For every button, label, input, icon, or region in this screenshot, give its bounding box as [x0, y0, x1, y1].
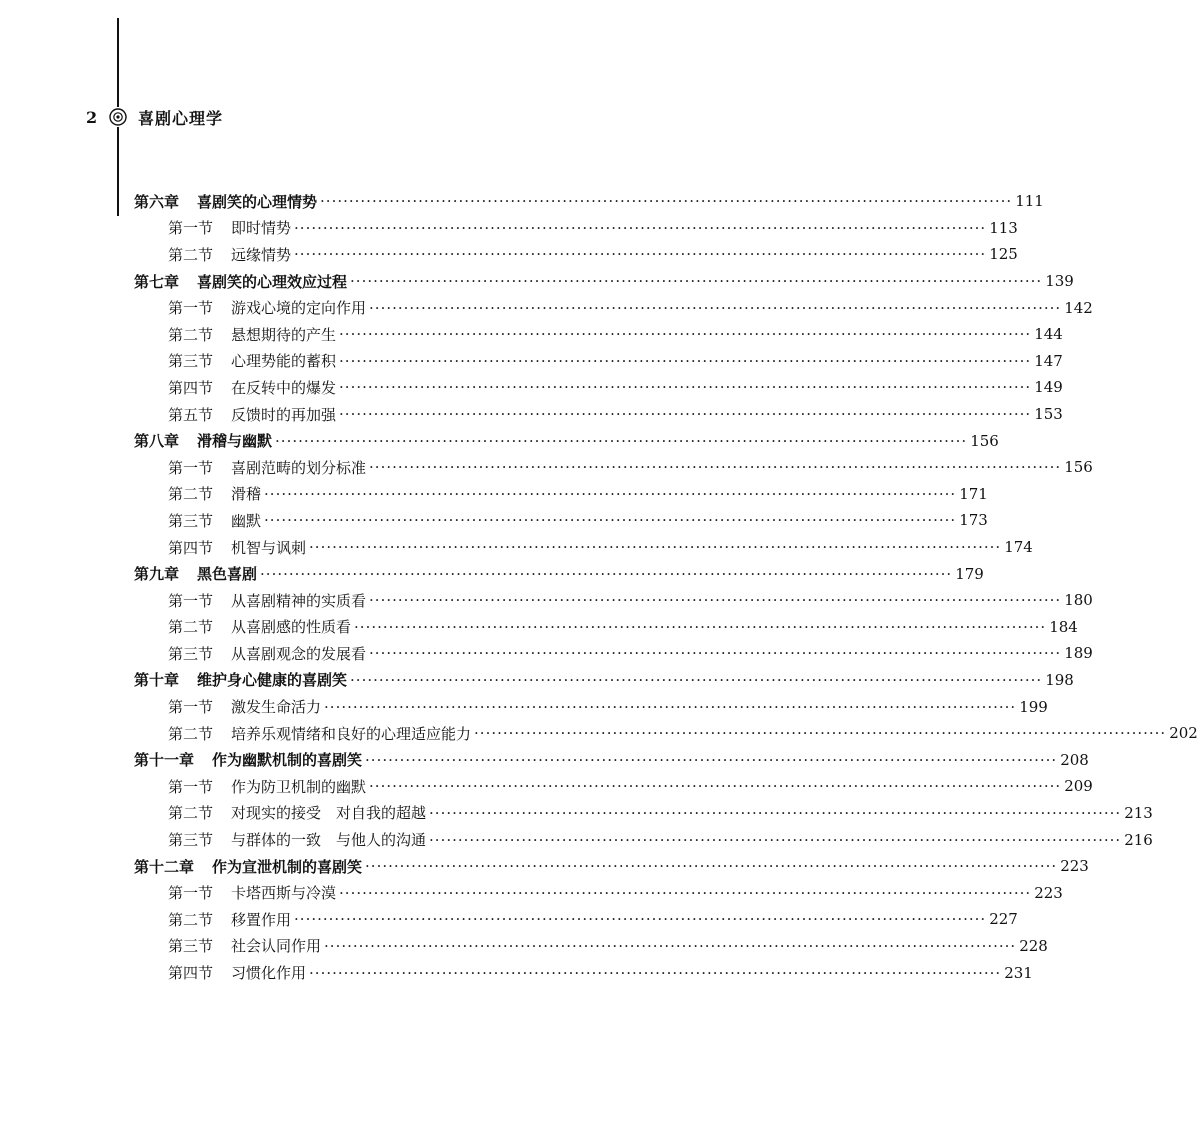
toc-section-row — [134, 693, 1048, 720]
page-number: 2 — [86, 107, 98, 127]
toc-entry-title: 从喜剧观念的发展看 — [231, 644, 367, 663]
book-title: 喜剧心理学 — [138, 108, 224, 128]
toc-entry-label: 第三节 — [168, 831, 214, 850]
toc-entry-title: 从喜剧精神的实质看 — [231, 591, 367, 610]
toc-entry-label: 第八章 — [134, 432, 180, 451]
toc-chapter-row — [134, 560, 984, 587]
toc-dot-leader: ························································································································ — [339, 405, 1032, 424]
toc-entry-title: 滑稽与幽默 — [197, 432, 273, 451]
toc-entry-title: 作为宣泄机制的喜剧笑 — [212, 857, 363, 876]
toc-section-row — [134, 321, 1063, 348]
toc-dot-leader: ························································································································ — [275, 431, 968, 450]
toc-dot-leader: ························································································································ — [309, 538, 1002, 557]
toc-entry-label: 第一节 — [168, 698, 214, 717]
toc-dot-leader: ························································································································ — [309, 963, 1002, 982]
toc-page-number: 125 — [989, 245, 1018, 264]
toc-page-number: 139 — [1045, 272, 1074, 291]
toc-entry-title: 喜剧范畴的划分标准 — [231, 458, 367, 477]
toc-section-row — [134, 720, 1198, 747]
toc-chapter-row — [134, 667, 1074, 694]
toc-page-number: 180 — [1064, 591, 1093, 610]
toc-entry-title: 习惯化作用 — [231, 964, 307, 983]
toc-dot-leader: ························································································································ — [264, 511, 957, 530]
toc-entry-label: 第二节 — [168, 724, 214, 743]
toc-entry-label: 第三节 — [168, 937, 214, 956]
toc-entry-label: 第一节 — [168, 219, 214, 238]
toc-page-number: 189 — [1064, 644, 1093, 663]
toc-section-row — [134, 534, 1033, 561]
toc-entry-title: 与群体的一致 与他人的沟通 — [231, 831, 427, 850]
toc-page-number: 111 — [1015, 192, 1044, 211]
toc-section-row — [134, 374, 1063, 401]
toc-dot-leader: ························································································································ — [350, 670, 1043, 689]
toc-page-number: 231 — [1004, 963, 1033, 982]
toc-section-row — [134, 348, 1063, 375]
toc-entry-title: 机智与讽刺 — [231, 538, 307, 557]
toc-entry-label: 第五节 — [168, 405, 214, 424]
toc-entry-label: 第四节 — [168, 964, 214, 983]
toc-entry-label: 第十章 — [134, 671, 180, 690]
toc-page-number: 174 — [1004, 538, 1033, 557]
toc-dot-leader: ························································································································ — [350, 272, 1043, 291]
toc-dot-leader: ························································································································ — [429, 803, 1122, 822]
toc-entry-label: 第二节 — [168, 910, 214, 929]
toc-entry-title: 滑稽 — [231, 485, 262, 504]
toc-entry-title: 幽默 — [231, 511, 262, 530]
toc-chapter-row — [134, 427, 999, 454]
toc-entry-label: 第一节 — [168, 299, 214, 318]
toc-section-row — [134, 906, 1018, 933]
toc-dot-leader: ························································································································ — [294, 910, 987, 929]
toc-page-number: 156 — [1064, 458, 1093, 477]
toc-entry-title: 作为幽默机制的喜剧笑 — [212, 751, 363, 770]
toc-dot-leader: ························································································································ — [369, 777, 1062, 796]
toc-entry-title: 社会认同作用 — [231, 937, 322, 956]
toc-entry-title: 反馈时的再加强 — [231, 405, 337, 424]
toc-entry-label: 第四节 — [168, 538, 214, 557]
toc-page-number: 147 — [1034, 351, 1063, 370]
toc-dot-leader: ························································································································ — [369, 644, 1062, 663]
toc-entry-label: 第十一章 — [134, 751, 195, 770]
toc-entry-title: 游戏心境的定向作用 — [231, 299, 367, 318]
toc-entry-label: 第二节 — [168, 618, 214, 637]
toc-dot-leader: ························································································································ — [260, 564, 953, 583]
toc-dot-leader: ························································································································ — [339, 378, 1032, 397]
toc-entry-title: 喜剧笑的心理效应过程 — [197, 272, 348, 291]
toc-page-number: 156 — [970, 431, 999, 450]
toc-chapter-row — [134, 188, 1044, 215]
toc-page-number: 142 — [1064, 298, 1093, 317]
toc-entry-title: 卡塔西斯与冷漠 — [231, 884, 337, 903]
toc-section-row — [134, 933, 1048, 960]
toc-entry-title: 黑色喜剧 — [197, 565, 258, 584]
toc-section-row — [134, 401, 1063, 428]
toc-section-row — [134, 587, 1093, 614]
toc-entry-label: 第一节 — [168, 884, 214, 903]
toc-entry-title: 喜剧笑的心理情势 — [197, 192, 318, 211]
toc-entry-label: 第一节 — [168, 777, 214, 796]
toc-entry-label: 第三节 — [168, 644, 214, 663]
toc-section-row — [134, 215, 1018, 242]
toc-dot-leader: ························································································································ — [339, 325, 1032, 344]
toc-dot-leader: ························································································································ — [339, 351, 1032, 370]
toc-page-number: 223 — [1060, 857, 1089, 876]
toc-entry-label: 第二节 — [168, 245, 214, 264]
toc-section-row — [134, 507, 988, 534]
toc-page-number: 227 — [989, 910, 1018, 929]
toc-section-row — [134, 614, 1078, 641]
toc-dot-leader: ························································································································ — [264, 484, 957, 503]
toc-section-row — [134, 481, 988, 508]
toc-entry-label: 第一节 — [168, 591, 214, 610]
toc-page-number: 209 — [1064, 777, 1093, 796]
toc-page-number: 171 — [959, 484, 988, 503]
toc-entry-title: 在反转中的爆发 — [231, 378, 337, 397]
toc-section-row — [134, 294, 1093, 321]
toc-dot-leader: ························································································································ — [369, 298, 1062, 317]
toc-page-number: 223 — [1034, 883, 1063, 902]
toc-page-number: 173 — [959, 511, 988, 530]
toc-dot-leader: ························································································································ — [365, 857, 1058, 876]
toc-entry-title: 远缘情势 — [231, 245, 292, 264]
toc-dot-leader: ························································································································ — [294, 218, 987, 237]
toc-page-number: 199 — [1019, 697, 1048, 716]
toc-entry-title: 作为防卫机制的幽默 — [231, 777, 367, 796]
running-head — [86, 104, 223, 130]
toc-entry-label: 第七章 — [134, 272, 180, 291]
toc-dot-leader: ························································································································ — [369, 591, 1062, 610]
toc-section-row — [134, 640, 1093, 667]
toc-entry-title: 悬想期待的产生 — [231, 325, 337, 344]
toc-entry-title: 心理势能的蓄积 — [231, 352, 337, 371]
toc-entry-label: 第一节 — [168, 458, 214, 477]
toc-page-number: 179 — [955, 564, 984, 583]
toc-entry-title: 从喜剧感的性质看 — [231, 618, 352, 637]
toc-page-number: 153 — [1034, 405, 1063, 424]
toc-entry-title: 即时情势 — [231, 219, 292, 238]
toc-chapter-row — [134, 853, 1089, 880]
toc-page-number: 198 — [1045, 670, 1074, 689]
toc-dot-leader: ························································································································ — [429, 830, 1122, 849]
toc-page-number: 184 — [1049, 617, 1078, 636]
toc-page-number: 216 — [1124, 830, 1153, 849]
toc-dot-leader: ························································································································ — [365, 750, 1058, 769]
toc-page-number: 149 — [1034, 378, 1063, 397]
toc-entry-label: 第二节 — [168, 804, 214, 823]
toc-entry-label: 第六章 — [134, 192, 180, 211]
toc-dot-leader: ························································································································ — [474, 724, 1167, 743]
toc-dot-leader: ························································································································ — [354, 617, 1047, 636]
toc-dot-leader: ························································································································ — [324, 697, 1017, 716]
toc-entry-title: 维护身心健康的喜剧笑 — [197, 671, 348, 690]
toc-section-row — [134, 879, 1063, 906]
toc-section-row — [134, 454, 1093, 481]
toc-page-number: 213 — [1124, 803, 1153, 822]
toc-chapter-row — [134, 746, 1089, 773]
toc-entry-title: 对现实的接受 对自我的超越 — [231, 804, 427, 823]
toc-section-row — [134, 773, 1093, 800]
toc-dot-leader: ························································································································ — [369, 458, 1062, 477]
toc-entry-label: 第二节 — [168, 485, 214, 504]
toc-page-number: 144 — [1034, 325, 1063, 344]
toc-dot-leader: ························································································································ — [339, 883, 1032, 902]
toc-entry-label: 第三节 — [168, 511, 214, 530]
toc-entry-title: 培养乐观情绪和良好的心理适应能力 — [231, 724, 472, 743]
toc-page-number: 113 — [989, 218, 1018, 237]
toc-section-row — [134, 800, 1153, 827]
toc-section-row — [134, 826, 1153, 853]
toc-entry-label: 第三节 — [168, 352, 214, 371]
toc-page-number: 208 — [1060, 750, 1089, 769]
toc-entry-title: 激发生命活力 — [231, 698, 322, 717]
toc-dot-leader: ························································································································ — [324, 936, 1017, 955]
toc-chapter-row — [134, 268, 1074, 295]
circle-dot-ornament-icon — [108, 107, 128, 127]
toc-entry-label: 第二节 — [168, 325, 214, 344]
toc-section-row — [134, 241, 1018, 268]
toc-entry-title: 移置作用 — [231, 910, 292, 929]
toc-entry-label: 第十二章 — [134, 857, 195, 876]
table-of-contents — [134, 188, 1198, 986]
toc-dot-leader: ························································································································ — [320, 192, 1013, 211]
toc-page-number: 228 — [1019, 936, 1048, 955]
toc-section-row — [134, 959, 1033, 986]
toc-dot-leader: ························································································································ — [294, 245, 987, 264]
toc-entry-label: 第九章 — [134, 565, 180, 584]
toc-entry-label: 第四节 — [168, 378, 214, 397]
toc-page-number: 202 — [1169, 724, 1198, 743]
